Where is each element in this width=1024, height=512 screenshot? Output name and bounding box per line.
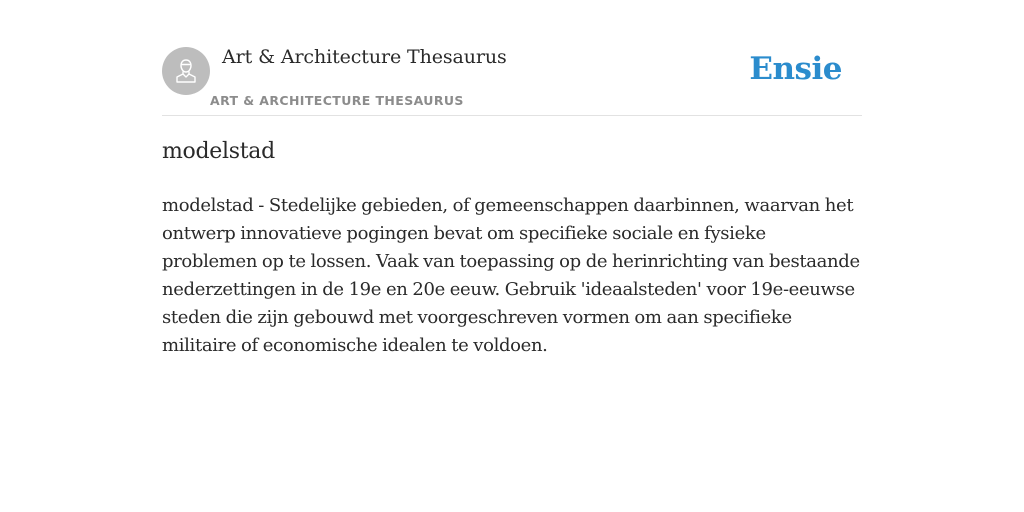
definition-text: modelstad - Stedelijke gebieden, of gemeenschappen daarbinnen, waarvan het ontwerp innovatieve pogingen bevat om specifieke sociale en fysieke problemen op te lossen. Vaak van toepassing op de herinrichting van bestaande nederzettingen in de 19e en 20e eeuw. Gebruik 'ideaalsteden' voor 19e-eeuwse steden die zijn gebouwd met voorgeschreven vormen om aan specifieke militaire of economische idealen te voldoen. xyxy=(162,195,860,356)
term-heading: modelstad xyxy=(162,139,275,164)
avatar[interactable] xyxy=(162,47,210,95)
source-header xyxy=(162,44,862,116)
user-silhouette-icon xyxy=(171,56,201,86)
ensie-logo[interactable]: Ensie xyxy=(749,51,842,87)
source-title-link[interactable]: Art & Architecture Thesaurus xyxy=(222,46,507,68)
source-subtitle-link[interactable]: ART & ARCHITECTURE THESAURUS xyxy=(210,93,464,108)
